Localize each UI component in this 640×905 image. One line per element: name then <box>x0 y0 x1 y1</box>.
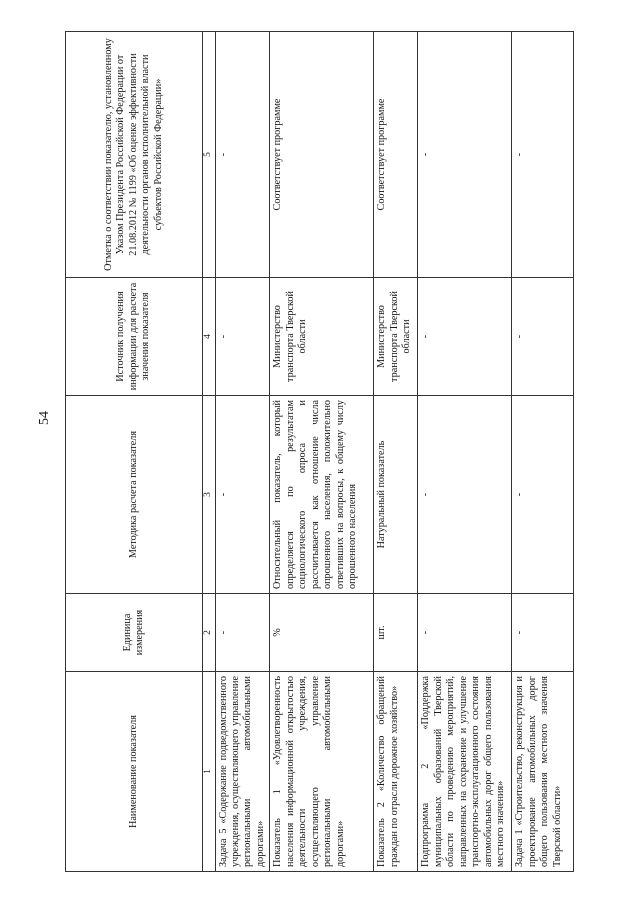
column-number: 5 <box>203 32 216 278</box>
cell-unit: шт. <box>374 594 418 672</box>
table-row <box>374 32 418 872</box>
cell-method: - <box>512 396 574 594</box>
cell-method: - <box>418 396 512 594</box>
header-source: Источник получения информации для расчета значения показателя <box>66 278 203 396</box>
cell-compliance-mark: Соответствует программе <box>374 32 418 278</box>
cell-method: Относительный показатель, который определяется по результатам социологического опроса и рассчитывается как отношение числа опрошенного населения, положительно ответивших на вопросы, к общему числу опрошенного населения <box>270 396 374 594</box>
cell-source: - <box>215 278 270 396</box>
table-header-row <box>66 32 203 872</box>
cell-unit: - <box>512 594 574 672</box>
cell-source: Министерство транспорта Тверской области <box>374 278 418 396</box>
table-row <box>512 32 574 872</box>
indicators-table <box>65 31 574 872</box>
header-unit: Единица измерения <box>66 594 203 672</box>
cell-unit: - <box>215 594 270 672</box>
page-number: 54 <box>37 411 52 425</box>
rotated-table-container <box>65 32 605 872</box>
column-number: 1 <box>203 672 216 872</box>
cell-compliance-mark: Соответствует программе <box>270 32 374 278</box>
cell-indicator-name: Показатель 1 «Удовлетворенность населения информационной открытостью деятельности учреждения, осуществляющего управление региональными автомобильными дорогами» <box>270 672 374 872</box>
cell-source: Министерство транспорта Тверской области <box>270 278 374 396</box>
cell-indicator-name: Подпрограмма 2 «Поддержка муниципальных образований Тверской области по проведению мероприятий, направленных на сохранение и улучшение транспортно-эксплуатационного состояния автомобильных дорог общего пользования местного значения» <box>418 672 512 872</box>
table-row <box>270 32 374 872</box>
cell-indicator-name: Показатель 2 «Количество обращений граждан по отрасли дорожное хозяйство» <box>374 672 418 872</box>
column-number-row <box>203 32 216 872</box>
column-number: 2 <box>203 594 216 672</box>
column-number: 3 <box>203 396 216 594</box>
cell-method: Натуральный показатель <box>374 396 418 594</box>
cell-compliance-mark: - <box>418 32 512 278</box>
cell-compliance-mark: - <box>215 32 270 278</box>
cell-source: - <box>418 278 512 396</box>
cell-compliance-mark: - <box>512 32 574 278</box>
cell-indicator-name: Задача 5 «Содержание подведомственного учреждения, осуществляющего управление региональными автомобильными дорогами» <box>215 672 270 872</box>
table-row <box>418 32 512 872</box>
table-row <box>215 32 270 872</box>
header-method: Методика расчета показателя <box>66 396 203 594</box>
header-compliance-mark: Отметка о соответствии показателю, установленному Указом Президента Российской Федерации от 21.08.2012 № 1199 «Об оценке эффективности деятельности органов исполнительной власти субъектов Российской Федерации» <box>66 32 203 278</box>
header-indicator-name: Наименование показателя <box>66 672 203 872</box>
cell-unit: - <box>418 594 512 672</box>
cell-unit: % <box>270 594 374 672</box>
cell-source: - <box>512 278 574 396</box>
column-number: 4 <box>203 278 216 396</box>
cell-method: - <box>215 396 270 594</box>
cell-indicator-name: Задача 1 «Строительство, реконструкция и проектирование автомобильных дорог общего пользования местного значения Тверской области» <box>512 672 574 872</box>
